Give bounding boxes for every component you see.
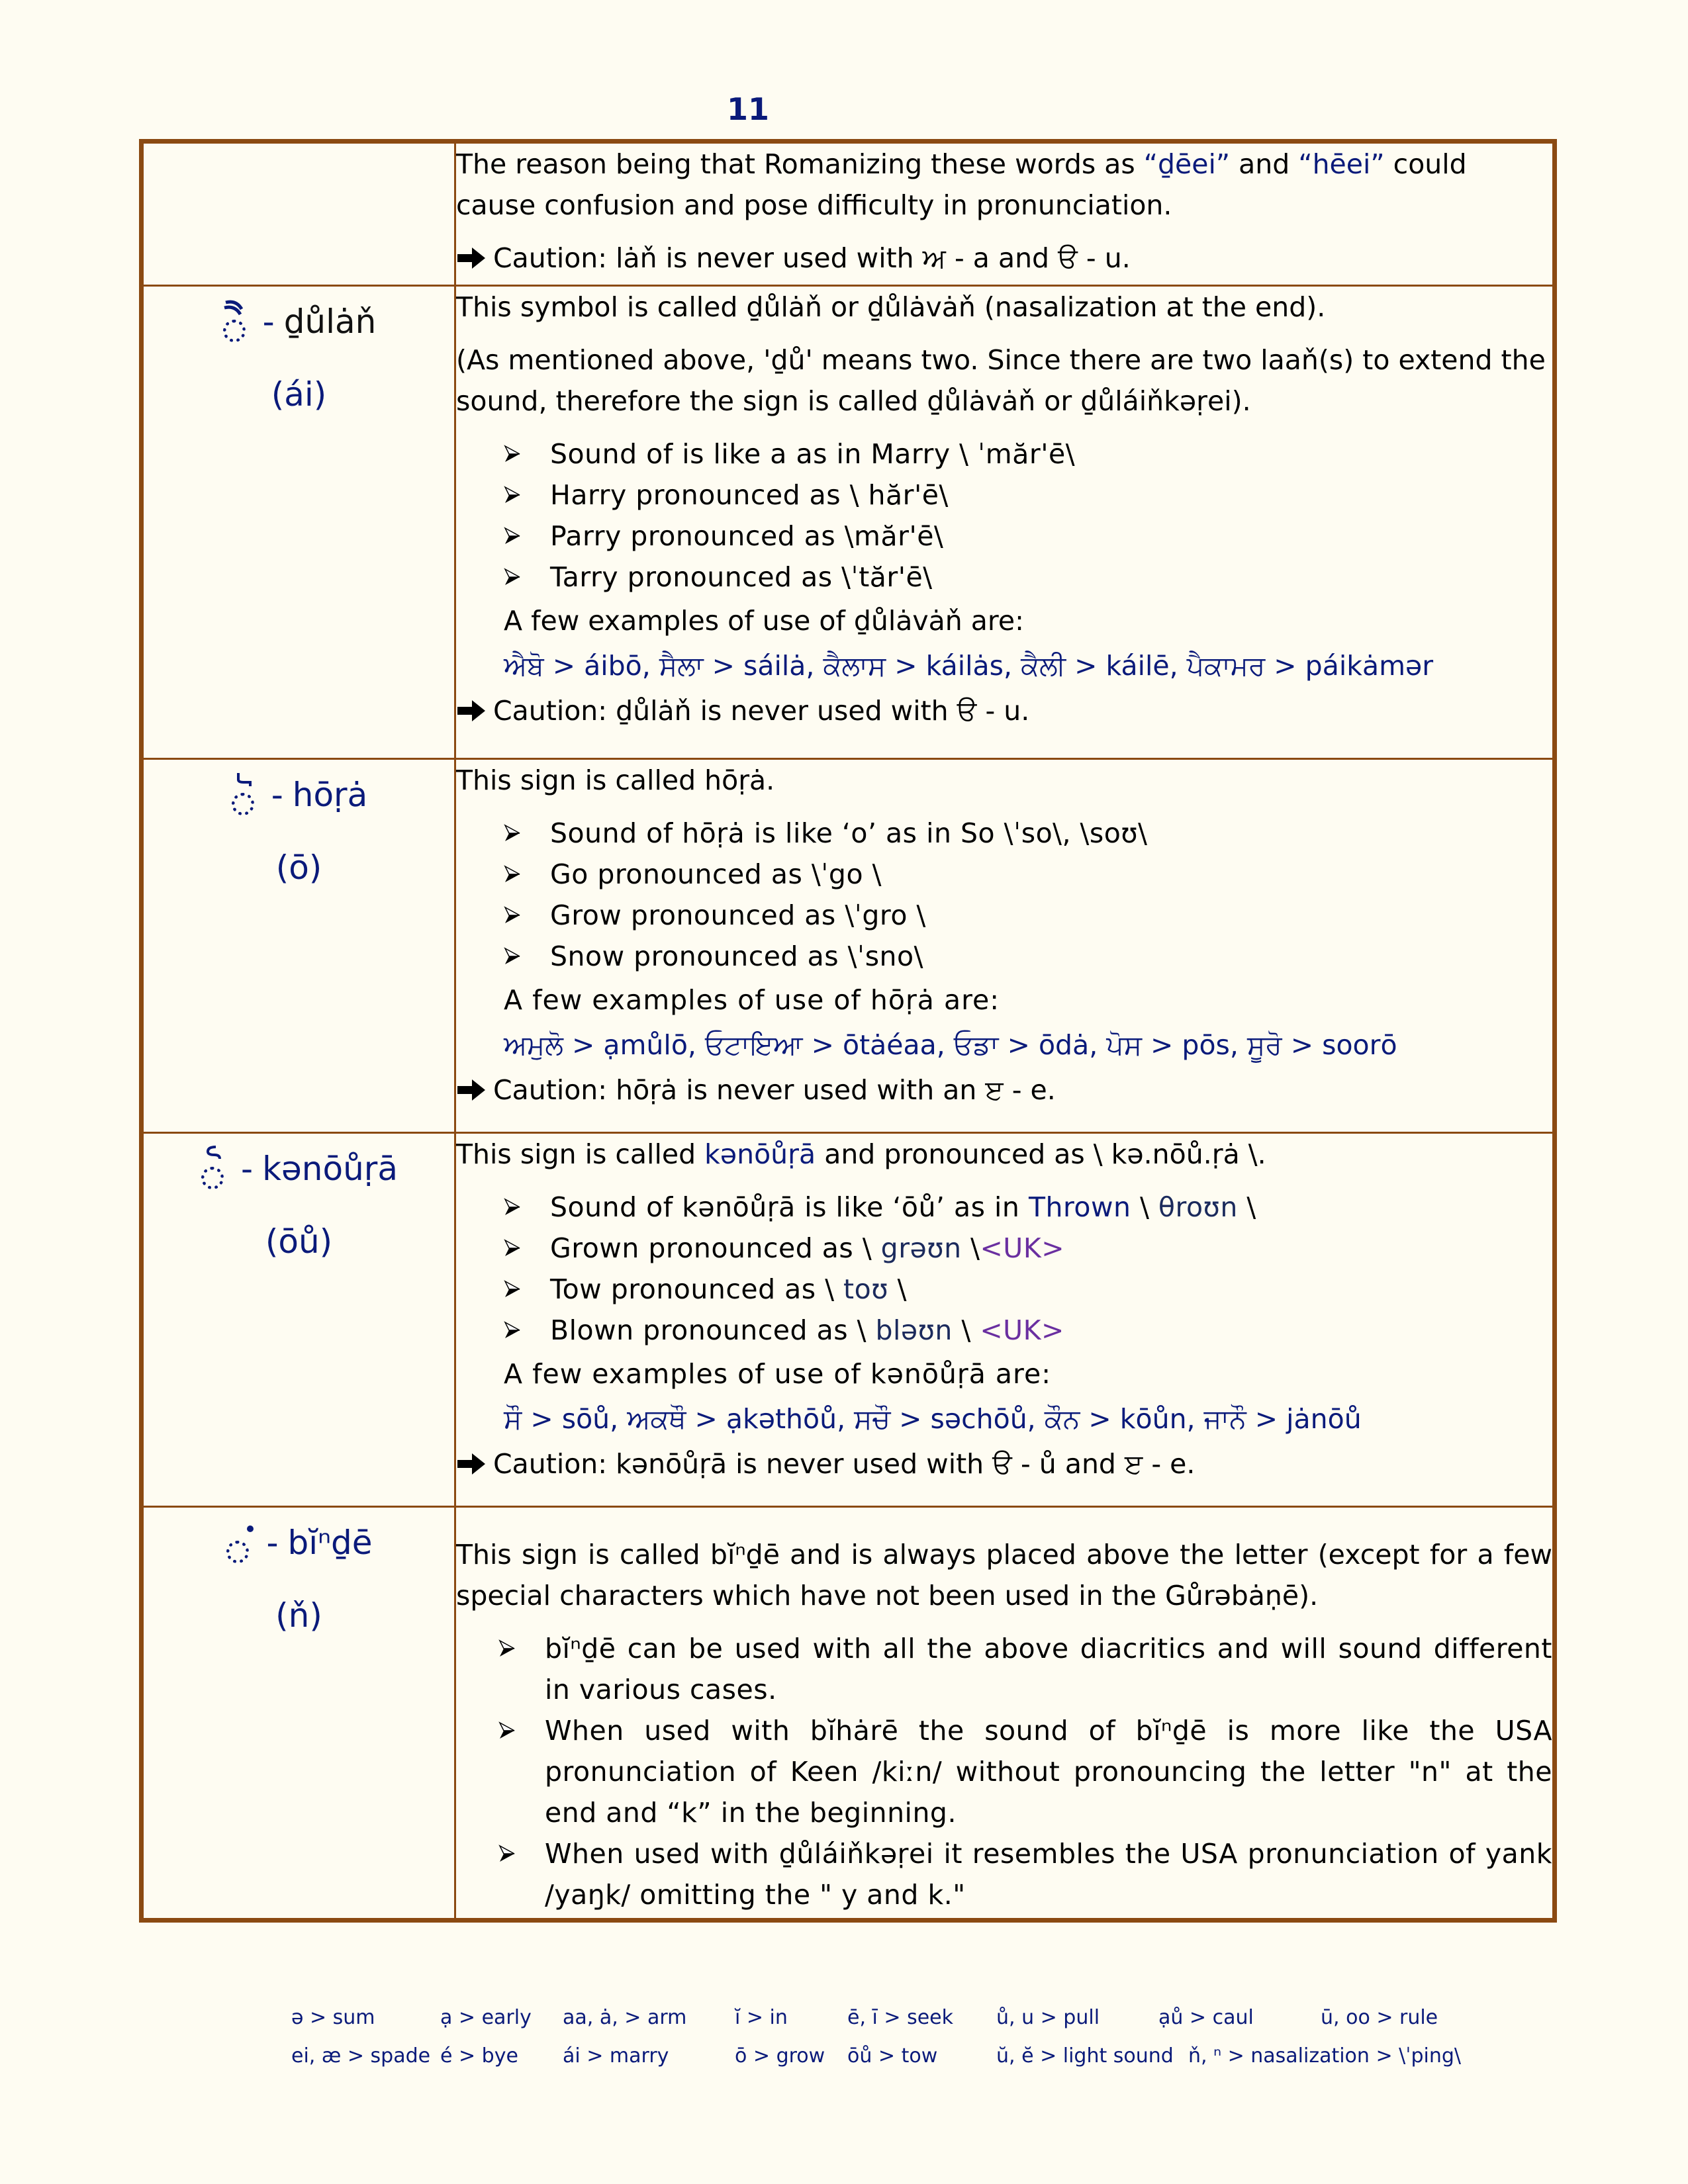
examples-label: A few examples of use of kənōůṛā are: — [504, 1358, 1052, 1390]
list-item — [504, 854, 1552, 895]
uk-tag: <UK> — [980, 1232, 1065, 1264]
list-item-text: Parry pronounced as \măr'ē\ — [550, 520, 944, 552]
list-item-text: Harry pronounced as \ hăr'ē\ — [550, 479, 949, 511]
legend-entry: ň, ⁿ > nasalization > \ˈping\ — [1188, 2044, 1462, 2068]
list-item-text: Grown pronounced as — [550, 1232, 863, 1264]
arrowhead-bullet-icon — [498, 1710, 525, 1751]
description-cell — [455, 142, 1555, 286]
text: \ — [952, 1314, 980, 1346]
examples-line: ਸੌ > sōů, ਅਕਥੌ > ạkəthōů, ਸਚੌ > səchōů, ਕੌਨ > kōůn, ਜਾਨੌ > jȧnōů — [504, 1403, 1362, 1435]
examples-line: ਅਮੁਲੋ > ạmůlō, ਓਟਾਇਆ > ōtȧéaa, ਓਡਾ > ōdȧ, ਪੋਸ > pōs, ਸੂਰੋ > soorō — [504, 1029, 1397, 1061]
description-cell — [455, 759, 1555, 1133]
list-item — [504, 895, 1552, 936]
arrow-right-icon — [456, 699, 487, 723]
symbol-cell — [142, 286, 455, 759]
text: \ — [1131, 1191, 1158, 1223]
paragraph-intro: This sign is called bĭⁿḏē and is always placed above the letter (except for a few special characters which have not been used in the Gůrəbȧṇē). — [456, 1539, 1552, 1612]
legend-entry: ů, u > pull — [996, 2006, 1100, 2029]
list-item — [498, 1710, 1552, 1833]
symbol-sound: (ň) — [275, 1596, 322, 1635]
uk-tag: <UK> — [980, 1314, 1064, 1346]
list-item-text: Sound of kənōůṛā is like ‘ōů’ as in — [550, 1191, 1029, 1223]
text: \ — [1237, 1191, 1256, 1223]
description-cell — [455, 1507, 1555, 1921]
arrowhead-bullet-icon — [504, 854, 530, 895]
arrowhead-bullet-icon — [504, 1187, 530, 1228]
caution-text: Caution: lȧň is never used with ਅ - a and ੳ - u. — [493, 242, 1131, 274]
example-word: Thrown — [1028, 1191, 1131, 1223]
paragraph-intro: This symbol is called ḏůlȧň or ḏůlȧvȧň (nasalization at the end). — [456, 291, 1326, 323]
symbol-name: bĭⁿḏē — [287, 1524, 373, 1562]
legend-entry: ē, ī > seek — [847, 2006, 953, 2029]
arrowhead-bullet-icon — [498, 1628, 525, 1669]
romanized-word: “hēei” — [1298, 148, 1385, 180]
symbol-sound: (ō) — [275, 848, 322, 887]
list-item-text: Tow pronounced as — [550, 1273, 825, 1305]
table-row-hora — [142, 759, 1555, 1133]
examples-label: A few examples of use of hōṛȧ are: — [504, 984, 1000, 1016]
legend-entry: ōů > tow — [847, 2044, 938, 2068]
arrowhead-bullet-icon — [504, 1269, 530, 1310]
symbol-cell — [142, 1133, 455, 1507]
symbol-cell — [142, 1507, 455, 1921]
arrowhead-bullet-icon — [504, 936, 530, 977]
caution-text: Caution: hōṛȧ is never used with an ੲ - e. — [493, 1074, 1056, 1106]
ipa: toʊ — [843, 1273, 889, 1305]
legend-entry: ū, oo > rule — [1321, 2006, 1438, 2029]
list-item — [504, 516, 1552, 557]
list-item — [504, 1310, 1552, 1351]
legend-entry: ŭ, ĕ > light sound — [996, 2044, 1174, 2068]
caution-text: Caution: ḏůlȧň is never used with ੳ - u. — [493, 695, 1030, 727]
list-item — [504, 813, 1552, 854]
arrowhead-bullet-icon — [504, 475, 530, 516]
symbol-name: hōṛȧ — [292, 776, 368, 814]
list-item-text: Blown pronounced as — [550, 1314, 857, 1346]
table-row-kanoura — [142, 1133, 1555, 1507]
paragraph-reason — [456, 144, 1552, 226]
list-item-text: Grow pronounced as \ˈgro \ — [550, 899, 926, 931]
list-item-text: Sound of is like a as in Marry \ ˈmăr'ē\ — [550, 438, 1076, 470]
text: could cause confusion and pose difficulty in pronunciation. — [456, 148, 1467, 221]
hora-matra-icon — [230, 784, 262, 818]
text: and — [1230, 148, 1299, 180]
text: \ — [862, 1232, 881, 1264]
legend-entry: ĭ > in — [735, 2006, 788, 2029]
binde-matra-icon — [225, 1531, 257, 1566]
ipa: bləʊn — [875, 1314, 953, 1346]
arrowhead-bullet-icon — [504, 433, 530, 475]
examples-label: A few examples of use of ḏůlȧvȧň are: — [504, 605, 1024, 637]
legend-entry: aa, ȧ, > arm — [563, 2006, 687, 2029]
caution-note — [456, 690, 1552, 731]
arrowhead-bullet-icon — [504, 813, 530, 854]
text: This sign is called — [456, 1138, 705, 1170]
symbol-sound: (ái) — [271, 375, 327, 414]
symbol-cell-empty — [142, 142, 455, 286]
list-item-text: When used with ḏůláiňkəṛei it resembles the USA pronunciation of yank /yaŋk/ omitting the " y and k." — [545, 1838, 1552, 1911]
list-item — [504, 1187, 1552, 1228]
list-item — [498, 1628, 1552, 1710]
pronunciation-list — [504, 433, 1552, 598]
caution-note — [456, 1069, 1552, 1111]
list-item-text: Go pronounced as \ˈgo \ — [550, 858, 882, 890]
table-row-dulan — [142, 286, 1555, 759]
arrowhead-bullet-icon — [498, 1833, 525, 1874]
caution-text: Caution: kənōůṛā is never used with ੳ - ů and ੲ - e. — [493, 1448, 1196, 1480]
text: and pronounced as \ kə.nōů.ṛȧ \. — [816, 1138, 1266, 1170]
paragraph-explain: (As mentioned above, 'ḏů' means two. Since there are two laaň(s) to extend the sound, therefore the sign is called ḏůlȧvȧň or ḏůláiňkəṛei). — [456, 344, 1546, 417]
list-item — [504, 936, 1552, 977]
legend-entry: é > bye — [440, 2044, 518, 2068]
dulan-matra-icon — [222, 310, 254, 345]
arrow-right-icon — [456, 1452, 487, 1476]
pronunciation-list — [504, 813, 1552, 977]
legend-entry: ạ > early — [440, 2006, 532, 2029]
list-item-text: When used with bĭhȧrē the sound of bĭⁿḏē is more like the USA pronunciation of Keen /kiːn/ without pronouncing the letter "n" at the end and “k” in the beginning. — [545, 1715, 1552, 1829]
arrow-right-icon — [456, 1078, 487, 1102]
legend-entry: ə > sum — [291, 2006, 375, 2029]
paragraph-intro: This sign is called hōṛȧ. — [456, 764, 775, 796]
symbol-heading: - ḏůlȧň — [144, 298, 454, 345]
symbol-heading: - kənōůṛā — [144, 1146, 454, 1192]
sign-name: kənōůṛā — [704, 1138, 816, 1170]
arrowhead-bullet-icon — [504, 516, 530, 557]
symbol-sound: (ōů) — [265, 1222, 333, 1261]
legend-row-1 — [291, 1999, 1461, 2037]
pronunciation-list — [504, 1187, 1552, 1351]
text: \ — [961, 1232, 980, 1264]
list-item-text: Snow pronounced as \ˈsno\ — [550, 940, 923, 972]
pronunciation-list — [498, 1628, 1552, 1915]
table-row-continuation — [142, 142, 1555, 286]
diacritics-table — [139, 139, 1557, 1923]
list-item-text: Tarry pronounced as \ˈtăr'ē\ — [550, 561, 933, 593]
legend-row-2 — [291, 2037, 1461, 2075]
list-item — [504, 1269, 1552, 1310]
text: The reason being that Romanizing these words as — [456, 148, 1144, 180]
list-item — [504, 1228, 1552, 1269]
pronunciation-legend — [291, 1999, 1461, 2075]
legend-entry: ạů > caul — [1158, 2006, 1254, 2029]
page-number: 11 — [727, 91, 770, 127]
description-cell — [455, 286, 1555, 759]
arrowhead-bullet-icon — [504, 557, 530, 598]
table-row-binde — [142, 1507, 1555, 1921]
caution-note — [456, 1443, 1552, 1484]
arrowhead-bullet-icon — [504, 1310, 530, 1351]
list-item-text: bĭⁿḏē can be used with all the above diacritics and will sound different in various cases. — [545, 1633, 1552, 1706]
text: \ — [857, 1314, 876, 1346]
caution-note — [456, 238, 1552, 279]
symbol-name: kənōůṛā — [262, 1150, 398, 1188]
symbol-name: ḏůlȧň — [283, 302, 377, 341]
legend-entry: ái > marry — [563, 2044, 669, 2068]
symbol-cell — [142, 759, 455, 1133]
romanized-word: “ḏēei” — [1143, 148, 1231, 180]
ipa: θroʊn — [1158, 1191, 1238, 1223]
symbol-heading: - hōṛȧ — [144, 772, 454, 818]
arrow-right-icon — [456, 246, 487, 270]
symbol-heading: - bĭⁿḏē — [144, 1520, 454, 1566]
list-item — [498, 1833, 1552, 1915]
examples-line: ਐਬੋ > áibō, ਸੈਲਾ > sáilȧ, ਕੈਲਾਸ > káilȧs, ਕੈਲੀ > káilē, ਪੈਕਾਮਰ > páikȧmər — [504, 650, 1434, 682]
arrowhead-bullet-icon — [504, 895, 530, 936]
kanoura-matra-icon — [200, 1158, 232, 1192]
legend-entry: ei, æ > spade — [291, 2044, 431, 2068]
text: \ — [825, 1273, 844, 1305]
list-item — [504, 475, 1552, 516]
ipa: grəʊn — [880, 1232, 962, 1264]
legend-entry: ō > grow — [735, 2044, 825, 2068]
arrowhead-bullet-icon — [504, 1228, 530, 1269]
paragraph-intro — [456, 1134, 1552, 1175]
description-cell — [455, 1133, 1555, 1507]
list-item — [504, 433, 1552, 475]
text: \ — [888, 1273, 907, 1305]
list-item-text: Sound of hōṛȧ is like ‘o’ as in So \ˈso\, \soʊ\ — [550, 817, 1148, 849]
list-item — [504, 557, 1552, 598]
